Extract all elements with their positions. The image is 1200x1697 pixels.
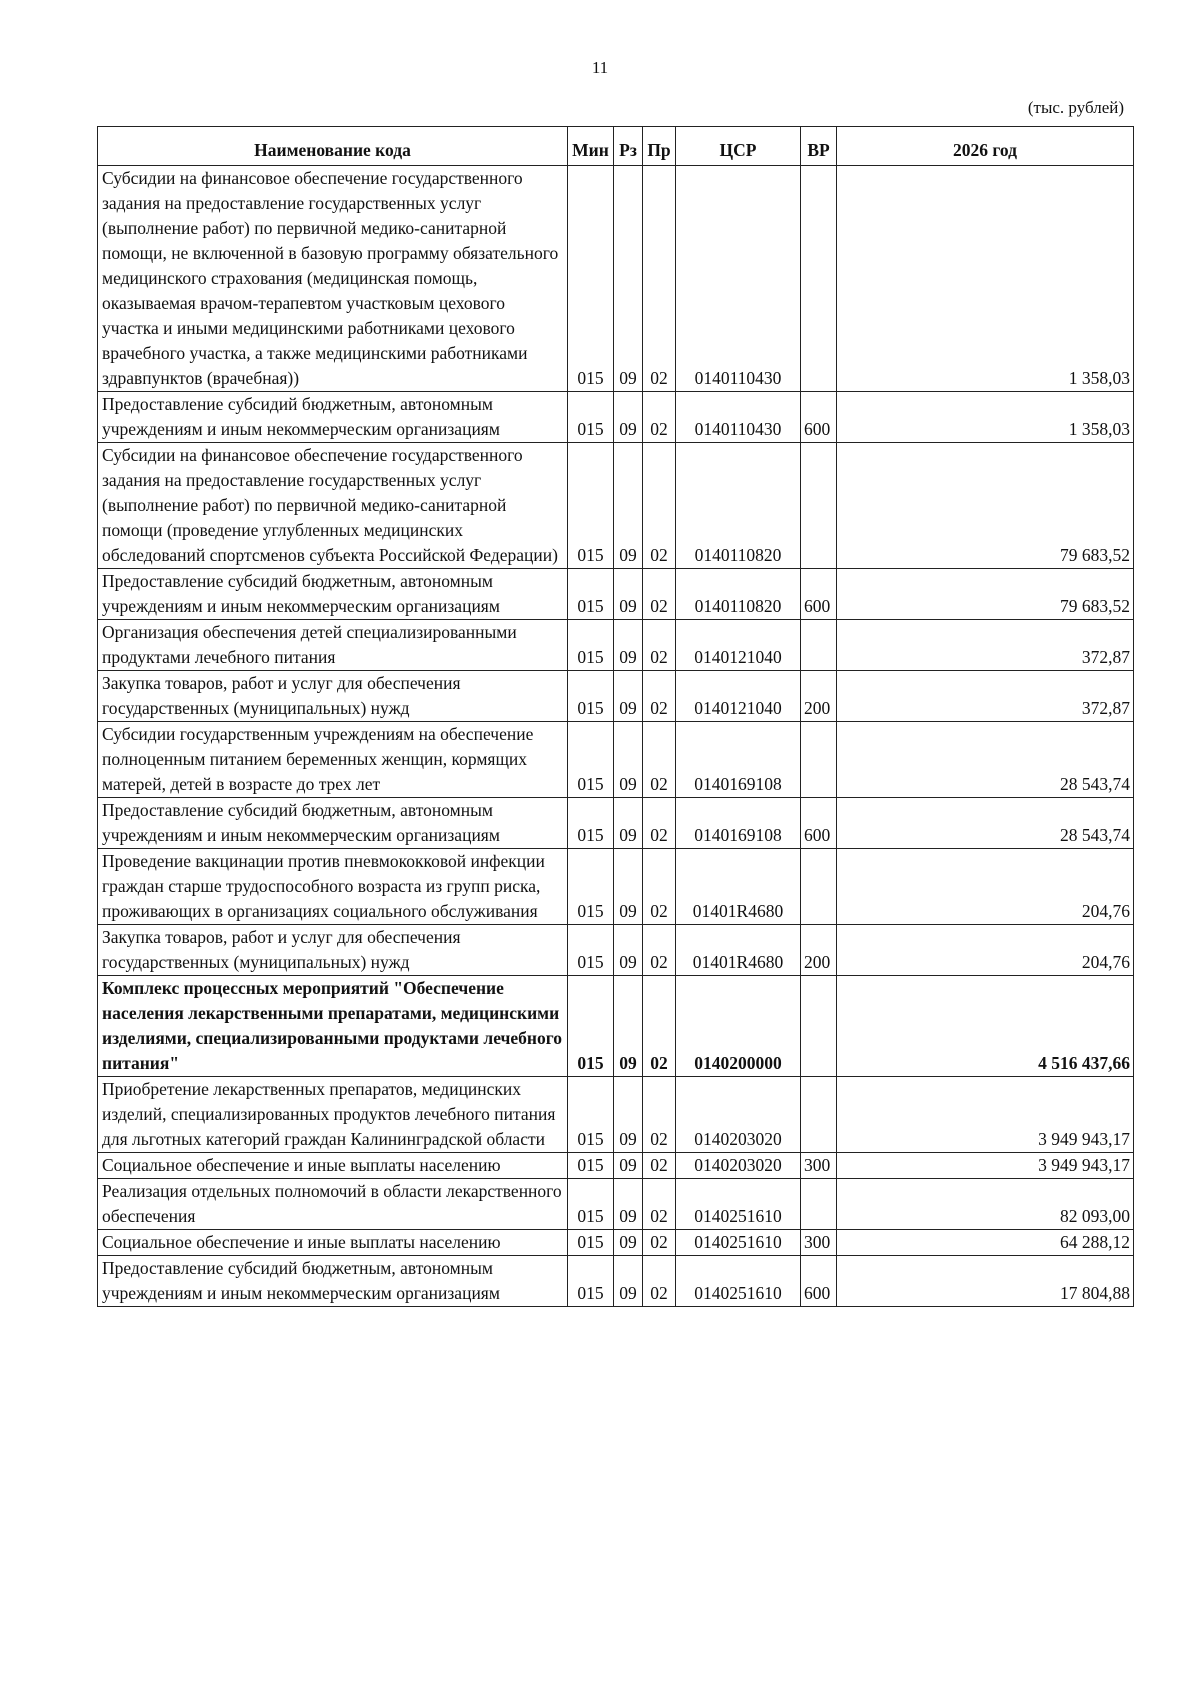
cell-csr: 0140169108 bbox=[676, 722, 801, 798]
table-row bbox=[98, 620, 1134, 671]
cell-pr: 02 bbox=[643, 392, 676, 443]
cell-csr: 01401R4680 bbox=[676, 849, 801, 925]
cell-rz: 09 bbox=[614, 976, 643, 1077]
cell-amount: 79 683,52 bbox=[837, 443, 1134, 569]
cell-name: Субсидии на финансовое обеспечение государственного задания на предоставление государственных услуг (выполнение работ) по первичной медико-санитарной помощи (проведение углубленных медицинских обследований спортсменов субъекта Российской Федерации) bbox=[98, 443, 568, 569]
cell-pr: 02 bbox=[643, 1077, 676, 1153]
table-row bbox=[98, 925, 1134, 976]
cell-amount: 3 949 943,17 bbox=[837, 1077, 1134, 1153]
cell-csr: 0140251610 bbox=[676, 1256, 801, 1307]
cell-min: 015 bbox=[568, 849, 614, 925]
cell-name: Закупка товаров, работ и услуг для обеспечения государственных (муниципальных) нужд bbox=[98, 671, 568, 722]
cell-name: Субсидии государственным учреждениям на обеспечение полноценным питанием беременных женщин, кормящих матерей, детей в возрасте до трех лет bbox=[98, 722, 568, 798]
cell-amount: 372,87 bbox=[837, 620, 1134, 671]
cell-csr: 0140110820 bbox=[676, 569, 801, 620]
cell-csr: 0140110430 bbox=[676, 166, 801, 392]
cell-name: Проведение вакцинации против пневмококковой инфекции граждан старше трудоспособного возраста из групп риска, проживающих в организациях социального обслуживания bbox=[98, 849, 568, 925]
cell-min: 015 bbox=[568, 1179, 614, 1230]
cell-csr: 0140251610 bbox=[676, 1230, 801, 1256]
cell-min: 015 bbox=[568, 443, 614, 569]
cell-pr: 02 bbox=[643, 849, 676, 925]
cell-vr: 600 bbox=[801, 798, 837, 849]
table-row bbox=[98, 392, 1134, 443]
cell-min: 015 bbox=[568, 925, 614, 976]
cell-amount: 204,76 bbox=[837, 849, 1134, 925]
cell-amount: 28 543,74 bbox=[837, 798, 1134, 849]
cell-vr: 600 bbox=[801, 392, 837, 443]
header-csr: ЦСР bbox=[676, 127, 801, 166]
table-row bbox=[98, 849, 1134, 925]
cell-csr: 01401R4680 bbox=[676, 925, 801, 976]
cell-min: 015 bbox=[568, 620, 614, 671]
cell-name: Комплекс процессных мероприятий "Обеспечение населения лекарственными препаратами, медицинскими изделиями, специализированными продуктами лечебного питания" bbox=[98, 976, 568, 1077]
cell-pr: 02 bbox=[643, 671, 676, 722]
cell-csr: 0140110820 bbox=[676, 443, 801, 569]
cell-pr: 02 bbox=[643, 1256, 676, 1307]
cell-min: 015 bbox=[568, 392, 614, 443]
cell-pr: 02 bbox=[643, 443, 676, 569]
cell-min: 015 bbox=[568, 569, 614, 620]
cell-amount: 1 358,03 bbox=[837, 166, 1134, 392]
page-number: 11 bbox=[591, 58, 609, 77]
cell-name: Закупка товаров, работ и услуг для обеспечения государственных (муниципальных) нужд bbox=[98, 925, 568, 976]
cell-rz: 09 bbox=[614, 1230, 643, 1256]
table-row bbox=[98, 1230, 1134, 1256]
table-row bbox=[98, 569, 1134, 620]
cell-name: Приобретение лекарственных препаратов, медицинских изделий, специализированных продуктов лечебного питания для льготных категорий граждан Калининградской области bbox=[98, 1077, 568, 1153]
cell-rz: 09 bbox=[614, 392, 643, 443]
cell-name: Предоставление субсидий бюджетным, автономным учреждениям и иным некоммерческим организациям bbox=[98, 392, 568, 443]
cell-pr: 02 bbox=[643, 620, 676, 671]
cell-pr: 02 bbox=[643, 166, 676, 392]
cell-name: Предоставление субсидий бюджетным, автономным учреждениям и иным некоммерческим организациям bbox=[98, 569, 568, 620]
cell-csr: 0140110430 bbox=[676, 392, 801, 443]
cell-vr bbox=[801, 166, 837, 392]
cell-csr: 0140169108 bbox=[676, 798, 801, 849]
cell-pr: 02 bbox=[643, 925, 676, 976]
cell-rz: 09 bbox=[614, 849, 643, 925]
cell-rz: 09 bbox=[614, 443, 643, 569]
table-row bbox=[98, 1179, 1134, 1230]
cell-min: 015 bbox=[568, 1256, 614, 1307]
cell-amount: 64 288,12 bbox=[837, 1230, 1134, 1256]
table-row bbox=[98, 798, 1134, 849]
table-row bbox=[98, 1256, 1134, 1307]
cell-csr: 0140200000 bbox=[676, 976, 801, 1077]
cell-name: Социальное обеспечение и иные выплаты населению bbox=[98, 1230, 568, 1256]
header-row bbox=[98, 127, 1134, 166]
cell-name: Предоставление субсидий бюджетным, автономным учреждениям и иным некоммерческим организациям bbox=[98, 798, 568, 849]
table-row bbox=[98, 443, 1134, 569]
cell-min: 015 bbox=[568, 976, 614, 1077]
header-amount: 2026 год bbox=[837, 127, 1134, 166]
cell-csr: 0140203020 bbox=[676, 1077, 801, 1153]
cell-amount: 28 543,74 bbox=[837, 722, 1134, 798]
cell-vr: 600 bbox=[801, 569, 837, 620]
cell-vr: 200 bbox=[801, 671, 837, 722]
cell-pr: 02 bbox=[643, 1230, 676, 1256]
budget-table bbox=[97, 126, 1134, 1307]
cell-pr: 02 bbox=[643, 976, 676, 1077]
cell-min: 015 bbox=[568, 1230, 614, 1256]
cell-vr bbox=[801, 849, 837, 925]
cell-vr bbox=[801, 443, 837, 569]
cell-rz: 09 bbox=[614, 569, 643, 620]
units-label: (тыс. рублей) bbox=[1027, 98, 1124, 117]
cell-pr: 02 bbox=[643, 1179, 676, 1230]
header-pr: Пр bbox=[643, 127, 676, 166]
cell-pr: 02 bbox=[643, 569, 676, 620]
cell-vr bbox=[801, 1077, 837, 1153]
header-name: Наименование кода bbox=[98, 127, 568, 166]
cell-amount: 372,87 bbox=[837, 671, 1134, 722]
cell-rz: 09 bbox=[614, 798, 643, 849]
cell-name: Субсидии на финансовое обеспечение государственного задания на предоставление государственных услуг (выполнение работ) по первичной медико-санитарной помощи, не включенной в базовую программу обязательного медицинского страхования (медицинская помощь, оказываемая врачом-терапевтом участковым цехового участка и иными медицинскими работниками цехового врачебного участка, а также медицинскими работниками здравпунктов (врачебная)) bbox=[98, 166, 568, 392]
cell-vr: 200 bbox=[801, 925, 837, 976]
cell-amount: 17 804,88 bbox=[837, 1256, 1134, 1307]
cell-min: 015 bbox=[568, 1077, 614, 1153]
header-min: Мин bbox=[568, 127, 614, 166]
cell-csr: 0140121040 bbox=[676, 620, 801, 671]
cell-rz: 09 bbox=[614, 671, 643, 722]
cell-rz: 09 bbox=[614, 166, 643, 392]
cell-amount: 3 949 943,17 bbox=[837, 1153, 1134, 1179]
cell-rz: 09 bbox=[614, 722, 643, 798]
cell-min: 015 bbox=[568, 166, 614, 392]
cell-csr: 0140121040 bbox=[676, 671, 801, 722]
cell-vr bbox=[801, 722, 837, 798]
cell-rz: 09 bbox=[614, 620, 643, 671]
cell-csr: 0140251610 bbox=[676, 1179, 801, 1230]
header-vr: ВР bbox=[801, 127, 837, 166]
table-row bbox=[98, 722, 1134, 798]
cell-csr: 0140203020 bbox=[676, 1153, 801, 1179]
table-row bbox=[98, 671, 1134, 722]
cell-pr: 02 bbox=[643, 798, 676, 849]
cell-min: 015 bbox=[568, 722, 614, 798]
cell-amount: 204,76 bbox=[837, 925, 1134, 976]
cell-amount: 82 093,00 bbox=[837, 1179, 1134, 1230]
cell-name: Предоставление субсидий бюджетным, автономным учреждениям и иным некоммерческим организациям bbox=[98, 1256, 568, 1307]
cell-rz: 09 bbox=[614, 925, 643, 976]
cell-amount: 79 683,52 bbox=[837, 569, 1134, 620]
cell-name: Реализация отдельных полномочий в области лекарственного обеспечения bbox=[98, 1179, 568, 1230]
cell-amount: 1 358,03 bbox=[837, 392, 1134, 443]
cell-rz: 09 bbox=[614, 1153, 643, 1179]
cell-vr bbox=[801, 620, 837, 671]
cell-vr: 600 bbox=[801, 1256, 837, 1307]
cell-pr: 02 bbox=[643, 1153, 676, 1179]
cell-vr: 300 bbox=[801, 1153, 837, 1179]
cell-vr: 300 bbox=[801, 1230, 837, 1256]
cell-pr: 02 bbox=[643, 722, 676, 798]
header-rz: Рз bbox=[614, 127, 643, 166]
table-row bbox=[98, 976, 1134, 1077]
table-body bbox=[98, 166, 1134, 1307]
cell-rz: 09 bbox=[614, 1256, 643, 1307]
cell-min: 015 bbox=[568, 1153, 614, 1179]
cell-rz: 09 bbox=[614, 1077, 643, 1153]
cell-rz: 09 bbox=[614, 1179, 643, 1230]
table-row bbox=[98, 1077, 1134, 1153]
cell-name: Социальное обеспечение и иные выплаты населению bbox=[98, 1153, 568, 1179]
cell-vr bbox=[801, 1179, 837, 1230]
cell-amount: 4 516 437,66 bbox=[837, 976, 1134, 1077]
cell-min: 015 bbox=[568, 798, 614, 849]
table-row bbox=[98, 166, 1134, 392]
table-header bbox=[98, 127, 1134, 166]
cell-name: Организация обеспечения детей специализированными продуктами лечебного питания bbox=[98, 620, 568, 671]
table-row bbox=[98, 1153, 1134, 1179]
cell-min: 015 bbox=[568, 671, 614, 722]
cell-vr bbox=[801, 976, 837, 1077]
